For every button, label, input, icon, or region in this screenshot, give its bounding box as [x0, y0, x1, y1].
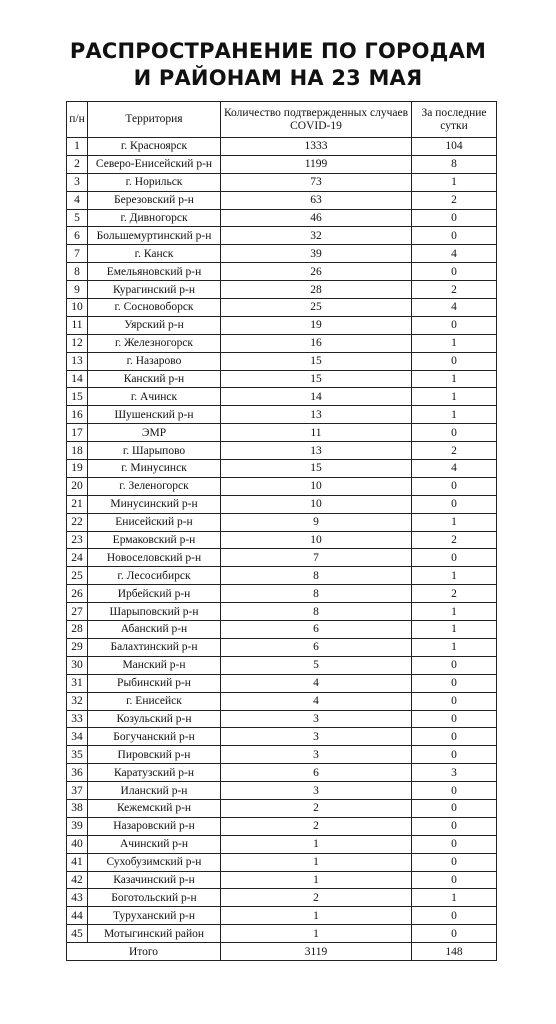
row-num: 7 [67, 245, 88, 263]
row-num: 17 [67, 424, 88, 442]
row-last-day: 1 [412, 388, 497, 406]
table-row [67, 388, 497, 406]
row-num: 12 [67, 334, 88, 352]
row-cases: 26 [221, 263, 412, 281]
row-num: 6 [67, 227, 88, 245]
row-last-day: 104 [412, 138, 497, 156]
row-num: 13 [67, 352, 88, 370]
table-row [67, 477, 497, 495]
row-last-day: 0 [412, 227, 497, 245]
table-row [67, 191, 497, 209]
table-row [67, 603, 497, 621]
row-cases: 8 [221, 585, 412, 603]
row-last-day: 1 [412, 334, 497, 352]
table-body [67, 138, 497, 943]
row-territory: Курагинский р-н [88, 281, 221, 299]
row-num: 25 [67, 567, 88, 585]
row-territory: г. Сосновоборск [88, 299, 221, 317]
row-num: 31 [67, 674, 88, 692]
table-row [67, 889, 497, 907]
row-cases: 8 [221, 567, 412, 585]
table-row [67, 155, 497, 173]
row-cases: 10 [221, 495, 412, 513]
row-territory: Туруханский р-н [88, 907, 221, 925]
row-territory: Уярский р-н [88, 316, 221, 334]
table-row [67, 173, 497, 191]
row-territory: Емельяновский р-н [88, 263, 221, 281]
table-row [67, 621, 497, 639]
header-num: п/н [67, 102, 88, 138]
row-territory: г. Енисейск [88, 692, 221, 710]
row-num: 29 [67, 638, 88, 656]
row-territory: Казачинский р-н [88, 871, 221, 889]
table-row [67, 370, 497, 388]
table-row [67, 853, 497, 871]
row-territory: Мотыгинский район [88, 925, 221, 943]
total-label: Итого [67, 943, 221, 961]
row-territory: Сухобузимский р-н [88, 853, 221, 871]
row-territory: Иланский р-н [88, 782, 221, 800]
row-cases: 1 [221, 853, 412, 871]
row-cases: 13 [221, 442, 412, 460]
row-num: 32 [67, 692, 88, 710]
row-cases: 46 [221, 209, 412, 227]
row-territory: Шарыповский р-н [88, 603, 221, 621]
row-last-day: 0 [412, 692, 497, 710]
row-cases: 2 [221, 817, 412, 835]
row-last-day: 0 [412, 835, 497, 853]
row-last-day: 2 [412, 281, 497, 299]
row-territory: Большемуртинский р-н [88, 227, 221, 245]
row-last-day: 0 [412, 871, 497, 889]
row-cases: 2 [221, 889, 412, 907]
row-last-day: 0 [412, 925, 497, 943]
row-num: 22 [67, 513, 88, 531]
row-last-day: 1 [412, 621, 497, 639]
row-last-day: 1 [412, 406, 497, 424]
row-num: 5 [67, 209, 88, 227]
row-territory: Манский р-н [88, 656, 221, 674]
row-territory: г. Зеленогорск [88, 477, 221, 495]
table-header-row [67, 102, 497, 138]
row-cases: 19 [221, 316, 412, 334]
row-last-day: 0 [412, 674, 497, 692]
row-last-day: 0 [412, 799, 497, 817]
row-cases: 63 [221, 191, 412, 209]
row-cases: 4 [221, 674, 412, 692]
row-last-day: 0 [412, 746, 497, 764]
row-num: 44 [67, 907, 88, 925]
row-cases: 8 [221, 603, 412, 621]
covid-cases-table [66, 101, 497, 961]
table-row [67, 638, 497, 656]
row-last-day: 0 [412, 907, 497, 925]
row-territory: г. Железногорск [88, 334, 221, 352]
row-last-day: 1 [412, 638, 497, 656]
row-cases: 1 [221, 871, 412, 889]
table-row [67, 710, 497, 728]
title-line-2: И РАЙОНАМ НА 23 МАЯ [133, 66, 423, 90]
row-num: 15 [67, 388, 88, 406]
row-num: 14 [67, 370, 88, 388]
row-territory: Ачинский р-н [88, 835, 221, 853]
row-last-day: 2 [412, 531, 497, 549]
row-cases: 32 [221, 227, 412, 245]
row-territory: Богучанский р-н [88, 728, 221, 746]
table-row [67, 316, 497, 334]
row-last-day: 1 [412, 513, 497, 531]
table-row [67, 334, 497, 352]
row-territory: г. Канск [88, 245, 221, 263]
table-row [67, 656, 497, 674]
header-territory: Территория [88, 102, 221, 138]
row-territory: Абанский р-н [88, 621, 221, 639]
title-line-1: РАСПРОСТРАНЕНИЕ ПО ГОРОДАМ [69, 39, 487, 63]
row-cases: 28 [221, 281, 412, 299]
row-cases: 13 [221, 406, 412, 424]
table-row [67, 460, 497, 478]
row-last-day: 0 [412, 782, 497, 800]
table-row [67, 531, 497, 549]
row-num: 45 [67, 925, 88, 943]
row-cases: 39 [221, 245, 412, 263]
row-territory: г. Дивногорск [88, 209, 221, 227]
table-row [67, 281, 497, 299]
row-cases: 2 [221, 799, 412, 817]
row-num: 20 [67, 477, 88, 495]
row-last-day: 0 [412, 656, 497, 674]
row-num: 23 [67, 531, 88, 549]
table-row [67, 138, 497, 156]
row-num: 3 [67, 173, 88, 191]
row-last-day: 0 [412, 710, 497, 728]
table-row [67, 764, 497, 782]
row-last-day: 0 [412, 817, 497, 835]
table-row [67, 352, 497, 370]
row-territory: Козульский р-н [88, 710, 221, 728]
row-territory: г. Норильск [88, 173, 221, 191]
row-cases: 4 [221, 692, 412, 710]
table-total-row [67, 943, 497, 961]
row-cases: 6 [221, 621, 412, 639]
row-cases: 10 [221, 477, 412, 495]
row-num: 27 [67, 603, 88, 621]
row-num: 33 [67, 710, 88, 728]
table-row [67, 263, 497, 281]
row-cases: 15 [221, 352, 412, 370]
total-last-day: 148 [412, 943, 497, 961]
row-last-day: 0 [412, 853, 497, 871]
row-cases: 7 [221, 549, 412, 567]
row-territory: Северо-Енисейский р-н [88, 155, 221, 173]
row-territory: г. Шарыпово [88, 442, 221, 460]
table-row [67, 817, 497, 835]
row-territory: Шушенский р-н [88, 406, 221, 424]
row-num: 18 [67, 442, 88, 460]
row-last-day: 4 [412, 460, 497, 478]
row-cases: 1 [221, 907, 412, 925]
row-cases: 16 [221, 334, 412, 352]
row-cases: 1333 [221, 138, 412, 156]
row-last-day: 2 [412, 442, 497, 460]
table-row [67, 549, 497, 567]
table-row [67, 925, 497, 943]
table-row [67, 692, 497, 710]
row-last-day: 0 [412, 209, 497, 227]
table-row [67, 442, 497, 460]
row-cases: 1 [221, 925, 412, 943]
table-row [67, 567, 497, 585]
row-last-day: 0 [412, 352, 497, 370]
row-territory: Балахтинский р-н [88, 638, 221, 656]
row-cases: 11 [221, 424, 412, 442]
row-num: 4 [67, 191, 88, 209]
table-row [67, 209, 497, 227]
row-num: 42 [67, 871, 88, 889]
row-cases: 10 [221, 531, 412, 549]
row-territory: Енисейский р-н [88, 513, 221, 531]
row-num: 1 [67, 138, 88, 156]
table-row [67, 674, 497, 692]
table-row [67, 299, 497, 317]
row-territory: Каратузский р-н [88, 764, 221, 782]
row-territory: Березовский р-н [88, 191, 221, 209]
table-row [67, 871, 497, 889]
row-last-day: 4 [412, 245, 497, 263]
row-territory: ЭМР [88, 424, 221, 442]
row-territory: Канский р-н [88, 370, 221, 388]
table-row [67, 495, 497, 513]
table-row [67, 799, 497, 817]
table-row [67, 585, 497, 603]
row-territory: Назаровский р-н [88, 817, 221, 835]
table-row [67, 227, 497, 245]
row-last-day: 1 [412, 370, 497, 388]
row-num: 28 [67, 621, 88, 639]
table-row [67, 782, 497, 800]
total-cases: 3119 [221, 943, 412, 961]
row-last-day: 1 [412, 173, 497, 191]
row-num: 34 [67, 728, 88, 746]
row-last-day: 0 [412, 316, 497, 334]
row-num: 35 [67, 746, 88, 764]
row-cases: 5 [221, 656, 412, 674]
row-num: 24 [67, 549, 88, 567]
row-cases: 6 [221, 638, 412, 656]
row-last-day: 0 [412, 728, 497, 746]
row-last-day: 0 [412, 549, 497, 567]
row-territory: Пировский р-н [88, 746, 221, 764]
row-territory: г. Назарово [88, 352, 221, 370]
row-territory: Минусинский р-н [88, 495, 221, 513]
header-cases: Количество подтвержденных случаев COVID-19 [221, 102, 412, 138]
row-cases: 15 [221, 460, 412, 478]
table-row [67, 406, 497, 424]
row-num: 40 [67, 835, 88, 853]
row-territory: г. Минусинск [88, 460, 221, 478]
row-num: 30 [67, 656, 88, 674]
row-cases: 6 [221, 764, 412, 782]
row-num: 8 [67, 263, 88, 281]
row-last-day: 0 [412, 495, 497, 513]
table-row [67, 245, 497, 263]
row-num: 19 [67, 460, 88, 478]
row-territory: Кежемский р-н [88, 799, 221, 817]
row-last-day: 2 [412, 191, 497, 209]
row-cases: 1 [221, 835, 412, 853]
row-territory: г. Красноярск [88, 138, 221, 156]
row-num: 38 [67, 799, 88, 817]
table-row [67, 513, 497, 531]
row-num: 37 [67, 782, 88, 800]
row-cases: 73 [221, 173, 412, 191]
row-cases: 1199 [221, 155, 412, 173]
row-last-day: 1 [412, 567, 497, 585]
table-row [67, 907, 497, 925]
row-last-day: 8 [412, 155, 497, 173]
row-last-day: 1 [412, 889, 497, 907]
row-territory: Ермаковский р-н [88, 531, 221, 549]
row-num: 41 [67, 853, 88, 871]
row-territory: Боготольский р-н [88, 889, 221, 907]
row-last-day: 2 [412, 585, 497, 603]
table-row [67, 746, 497, 764]
row-num: 10 [67, 299, 88, 317]
row-last-day: 0 [412, 424, 497, 442]
row-num: 39 [67, 817, 88, 835]
row-num: 43 [67, 889, 88, 907]
row-num: 2 [67, 155, 88, 173]
table-row [67, 728, 497, 746]
row-num: 21 [67, 495, 88, 513]
row-num: 11 [67, 316, 88, 334]
table-row [67, 835, 497, 853]
header-last-day: За последние сутки [412, 102, 497, 138]
row-last-day: 0 [412, 477, 497, 495]
row-last-day: 3 [412, 764, 497, 782]
row-cases: 3 [221, 746, 412, 764]
row-last-day: 1 [412, 603, 497, 621]
row-territory: Новоселовский р-н [88, 549, 221, 567]
row-num: 36 [67, 764, 88, 782]
row-cases: 3 [221, 782, 412, 800]
row-territory: Ирбейский р-н [88, 585, 221, 603]
row-territory: г. Лесосибирск [88, 567, 221, 585]
row-cases: 14 [221, 388, 412, 406]
row-num: 16 [67, 406, 88, 424]
row-cases: 25 [221, 299, 412, 317]
row-num: 9 [67, 281, 88, 299]
table-row [67, 424, 497, 442]
row-cases: 3 [221, 710, 412, 728]
row-num: 26 [67, 585, 88, 603]
row-territory: Рыбинский р-н [88, 674, 221, 692]
row-last-day: 4 [412, 299, 497, 317]
row-cases: 3 [221, 728, 412, 746]
page-title [0, 38, 556, 92]
row-cases: 9 [221, 513, 412, 531]
row-last-day: 0 [412, 263, 497, 281]
row-cases: 15 [221, 370, 412, 388]
row-territory: г. Ачинск [88, 388, 221, 406]
